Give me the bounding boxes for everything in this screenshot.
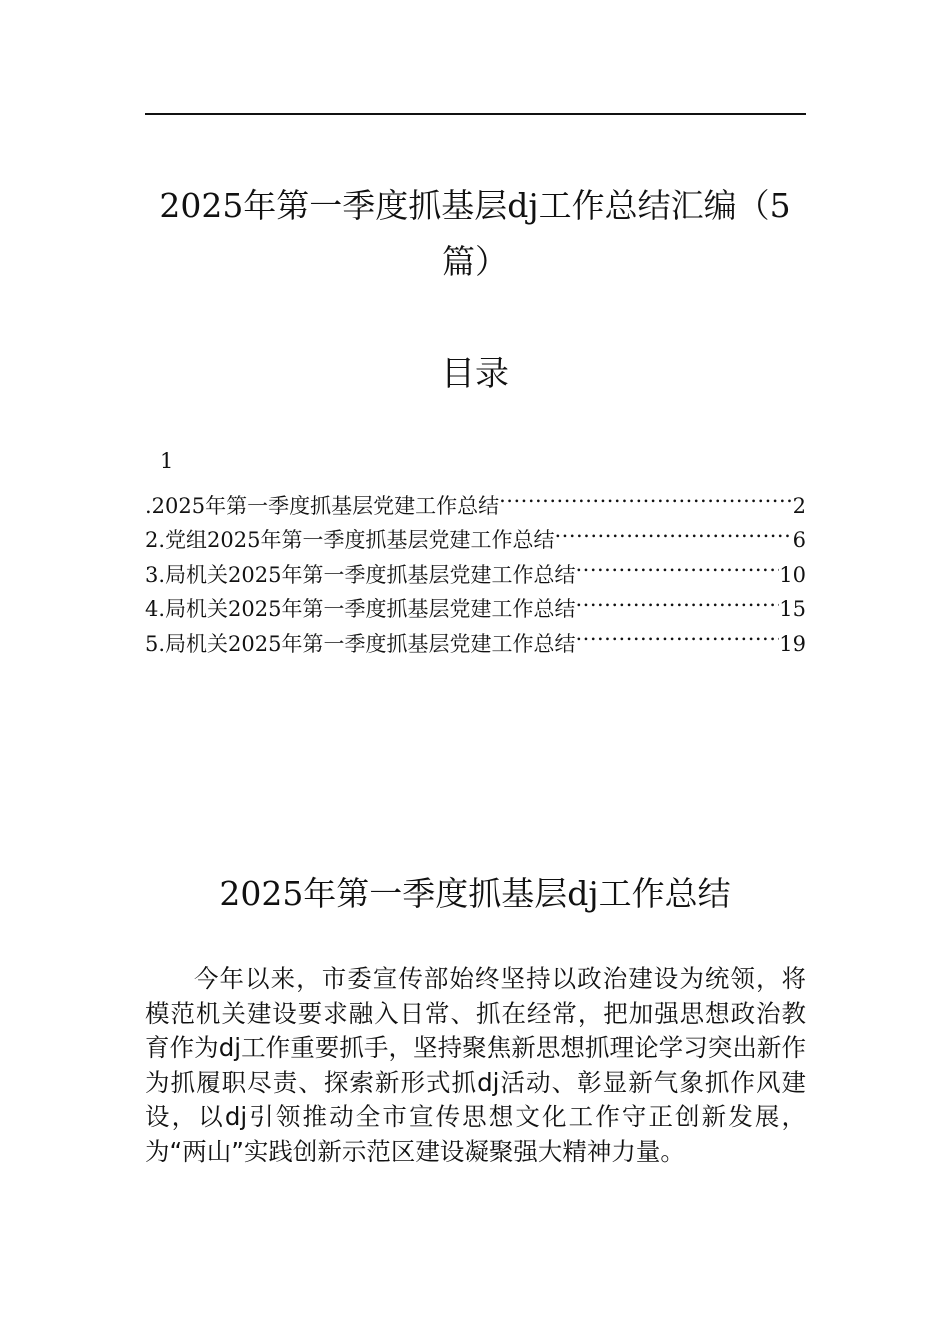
toc-entry-label: 3.局机关2025年第一季度抓基层党建工作总结 [145, 562, 576, 587]
header-rule [145, 113, 806, 115]
toc-leader-dots [575, 582, 779, 617]
toc-entry-page: 15 [779, 597, 806, 621]
table-of-contents [145, 444, 806, 656]
toc-entry-page: 19 [779, 631, 806, 656]
toc-entry-page: 6 [792, 528, 806, 552]
toc-leader-dots [575, 547, 779, 582]
toc-leader-dots [554, 513, 792, 548]
toc-entry-label: .2025年第一季度抓基层党建工作总结 [145, 493, 500, 518]
toc-entry-page: 10 [779, 562, 806, 587]
toc-leader-dots [499, 478, 793, 513]
toc-entry-page: 2 [792, 493, 806, 518]
toc-leader-dots [575, 616, 779, 651]
body-paragraph: 今年以来，市委宣传部始终坚持以政治建设为统领，将模范机关建设要求融入日常、抓在经常，把加强思想政治教育作为dj工作重要抓手，坚持聚焦新思想抓理论学习突出新作为抓履职尽责、探索新形式抓dj活动、彰显新气象抓作风建设，以dj引领推动全市宣传思想文化工作守正创新发展，为“两山”实践创新示范区建设凝聚强大精神力量。 [145, 964, 806, 1166]
toc-entry-label: 4.局机关2025年第一季度抓基层党建工作总结 [145, 597, 576, 621]
document-title: 2025年第一季度抓基层dj工作总结汇编（5篇） [159, 186, 791, 281]
toc-entry[interactable] [145, 478, 806, 518]
toc-entry-label: 5.局机关2025年第一季度抓基层党建工作总结 [145, 631, 576, 656]
toc-heading: 目录 [441, 354, 509, 394]
section-title: 2025年第一季度抓基层dj工作总结 [219, 874, 731, 913]
toc-entry-label: 2.党组2025年第一季度抓基层党建工作总结 [145, 528, 555, 552]
toc-lead-number: 1 [160, 449, 174, 473]
